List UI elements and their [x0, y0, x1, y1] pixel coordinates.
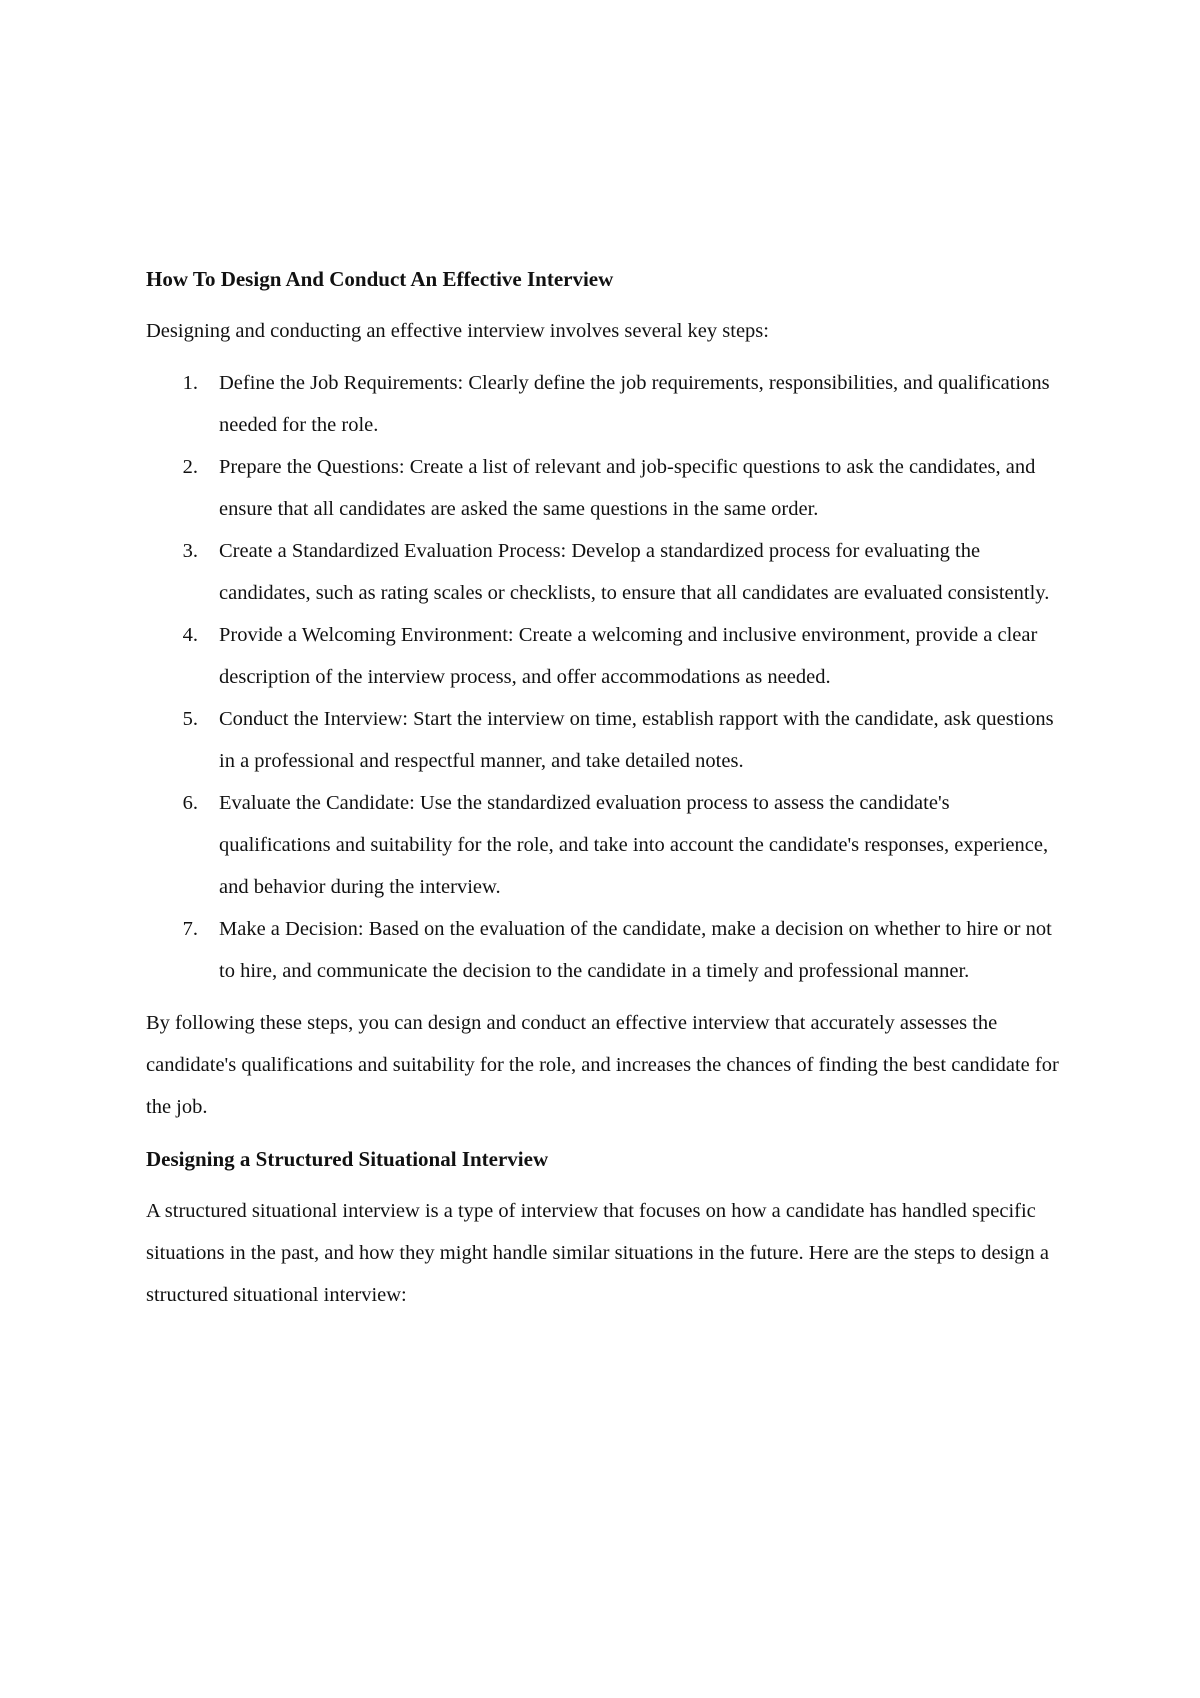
- list-item-text: Prepare the Questions: Create a list of relevant and job-specific questions to ask the candidates, and ensure that all candidates are asked the same questions in the same order.: [219, 456, 1036, 520]
- list-item-number: 2.: [182, 456, 198, 478]
- list-item: [146, 698, 1066, 782]
- conclusion-paragraph: By following these steps, you can design and conduct an effective interview that accurately assesses the candidate's qualifications and suitability for the role, and increases the chances of finding the best candidate for the job.: [146, 1012, 1059, 1118]
- list-item: [146, 362, 1066, 446]
- document-title: How To Design And Conduct An Effective Interview: [146, 267, 614, 291]
- section-paragraph: A structured situational interview is a type of interview that focuses on how a candidate has handled specific situations in the past, and how they might handle similar situations in the future. Here are the steps to design a structured situational interview:: [146, 1200, 1049, 1306]
- list-item-number: 7.: [182, 918, 198, 940]
- intro-paragraph: Designing and conducting an effective interview involves several key steps:: [146, 320, 769, 342]
- document-body: [146, 258, 1066, 1326]
- list-item-number: 4.: [182, 624, 198, 646]
- list-item-number: 1.: [182, 372, 198, 394]
- list-item-number: 6.: [182, 792, 198, 814]
- list-item-number: 5.: [182, 708, 198, 730]
- list-item: [146, 782, 1066, 908]
- list-item-text: Make a Decision: Based on the evaluation of the candidate, make a decision on whether to hire or not to hire, and communicate the decision to the candidate in a timely and professional manner.: [219, 918, 1052, 982]
- list-item: [146, 530, 1066, 614]
- list-item: [146, 446, 1066, 530]
- list-item-text: Evaluate the Candidate: Use the standardized evaluation process to assess the candidate's qualifications and suitability for the role, and take into account the candidate's responses, experience, and behavior during the interview.: [219, 792, 1049, 898]
- list-item-text: Provide a Welcoming Environment: Create a welcoming and inclusive environment, provide a clear description of the interview process, and offer accommodations as needed.: [219, 624, 1038, 688]
- steps-list: [146, 362, 1066, 992]
- list-item-number: 3.: [182, 540, 198, 562]
- list-item-text: Create a Standardized Evaluation Process: Develop a standardized process for evaluating the candidates, such as rating scales or checklists, to ensure that all candidates are evaluated consistently.: [219, 540, 1050, 604]
- list-item-text: Conduct the Interview: Start the interview on time, establish rapport with the candidate, ask questions in a professional and respectful manner, and take detailed notes.: [219, 708, 1054, 772]
- section-heading: Designing a Structured Situational Interview: [146, 1147, 549, 1171]
- list-item: [146, 908, 1066, 992]
- list-item-text: Define the Job Requirements: Clearly define the job requirements, responsibilities, and qualifications needed for the role.: [219, 372, 1050, 436]
- list-item: [146, 614, 1066, 698]
